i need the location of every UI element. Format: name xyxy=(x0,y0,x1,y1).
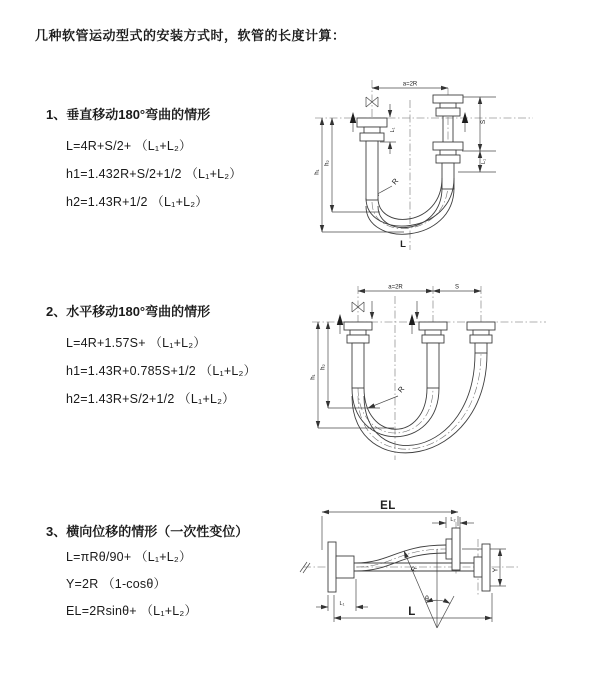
dim-label-h1: h₁ xyxy=(310,374,317,380)
dim-label-l2: L₂ xyxy=(450,517,456,523)
formula-line: EL=2Rsinθ+ （L₁+L₂） xyxy=(66,604,198,618)
braid-section xyxy=(475,343,487,353)
left-flange-fitting xyxy=(328,542,354,592)
section-3-heading: 3、横向位移的情形（一次性变位） xyxy=(46,524,249,539)
dimension-lines xyxy=(322,88,496,232)
dim-label-el: EL xyxy=(380,500,396,512)
dim-label-l1: L₁ xyxy=(481,159,487,164)
formula-line: L=πRθ/90+ （L₁+L₂） xyxy=(66,550,192,564)
dim-label-h2: h₂ xyxy=(320,364,327,370)
dim-label-stroke: S xyxy=(454,284,460,291)
lower-right-flange-fitting xyxy=(474,544,490,591)
pipe-1-fitting xyxy=(344,322,372,388)
dim-label-span: a=2R xyxy=(388,284,403,291)
length-label: L xyxy=(400,239,406,250)
diagram-horizontal-180 xyxy=(308,280,548,465)
diagram-vertical-180 xyxy=(308,75,540,255)
radius-label: R xyxy=(395,384,407,395)
dim-label-stroke: S xyxy=(480,119,487,125)
radius-label: R xyxy=(410,565,419,574)
centerlines xyxy=(315,80,533,250)
diagram-lateral-displacement xyxy=(300,500,600,645)
upper-flange-fitting xyxy=(446,528,460,570)
radius-label: R xyxy=(389,176,401,187)
pipe-3-fitting xyxy=(467,322,495,353)
centerline-break-icon xyxy=(300,562,310,573)
formula-line: h2=1.43R+S/2+1/2 （L₁+L₂） xyxy=(66,392,235,406)
left-end-fitting xyxy=(357,118,387,200)
length-label: L xyxy=(408,606,416,618)
formula-line: L=4R+S/2+ （L₁+L₂） xyxy=(66,139,192,153)
dim-label-l1: L₁ xyxy=(390,127,396,133)
braid-section xyxy=(427,343,439,388)
dim-label-l1: L₁ xyxy=(339,601,345,607)
section-1-heading: 1、垂直移动180°弯曲的情形 xyxy=(46,107,211,122)
braid-section xyxy=(366,141,378,200)
dimension-lines xyxy=(318,291,481,428)
hose-curves xyxy=(352,353,487,453)
page-title: 几种软管运动型式的安装方式时，软管的长度计算： xyxy=(35,28,346,43)
braid-section xyxy=(442,163,454,189)
dim-label-y: Y xyxy=(492,567,500,573)
formula-line: h1=1.432R+S/2+1/2 （L₁+L₂） xyxy=(66,167,242,181)
dim-label-span: a=2R xyxy=(402,81,418,88)
braid-section xyxy=(352,343,364,388)
formula-line: h2=1.43R+1/2 （L₁+L₂） xyxy=(66,195,208,209)
dim-label-h1: h₁ xyxy=(314,169,321,175)
dim-label-h2: h₂ xyxy=(324,160,331,166)
section-2-heading: 2、水平移动180°弯曲的情形 xyxy=(46,304,211,319)
formula-line: h1=1.43R+0.785S+1/2 （L₁+L₂） xyxy=(66,364,257,378)
right-end-fitting xyxy=(433,95,463,189)
formula-line: Y=2R （1-cosθ） xyxy=(66,577,167,591)
formula-line: L=4R+1.57S+ （L₁+L₂） xyxy=(66,336,207,350)
pipe-2-fitting xyxy=(419,322,447,388)
angle-label: θ xyxy=(425,596,429,603)
